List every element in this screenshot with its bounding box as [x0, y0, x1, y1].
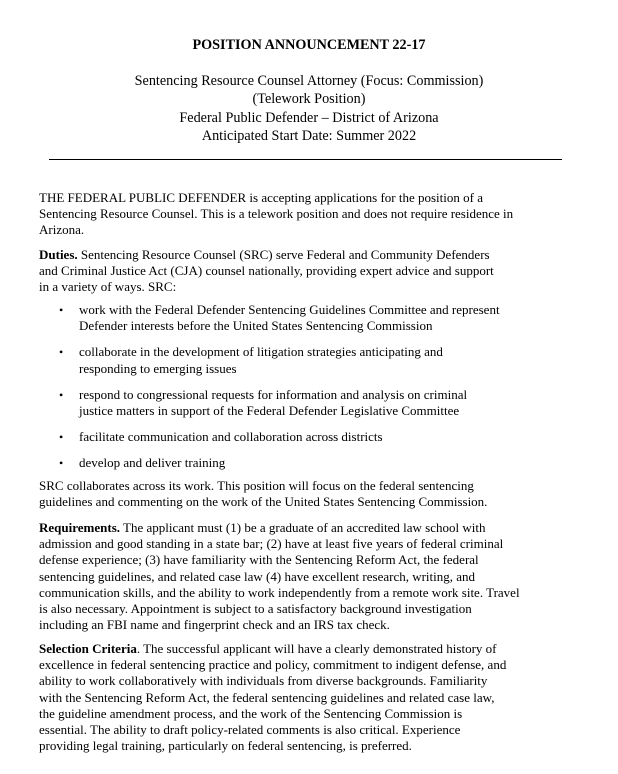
list-item [39, 302, 599, 334]
bullet-icon: • [59, 387, 64, 402]
selection-line: the guideline amendment process, and the work of the Sentencing Commission is [39, 705, 463, 721]
selection-line: ability to work collaboratively with individuals from diverse backgrounds. Familiarity [39, 673, 488, 689]
list-item-line: Defender interests before the United States Sentencing Commission [79, 318, 433, 334]
list-item-line: work with the Federal Defender Sentencing Guidelines Committee and represent [79, 302, 500, 317]
intro-paragraph [39, 190, 599, 239]
bullet-icon: • [59, 345, 64, 360]
requirements-line: including an FBI name and fingerprint check and an IRS tax check. [39, 617, 390, 633]
page-title: POSITION ANNOUNCEMENT 22-17 [192, 37, 426, 53]
position-title-line: Sentencing Resource Counsel Attorney (Focus: Commission) [134, 73, 484, 89]
list-item-line: respond to congressional requests for information and analysis on criminal [79, 386, 468, 402]
header-divider [49, 159, 562, 160]
collab-line: guidelines and commenting on the work of the United States Sentencing Commission. [39, 494, 488, 510]
list-item-line: collaborate in the development of litigation strategies anticipating and [79, 344, 443, 360]
list-item-line: facilitate communication and collaboration across districts [79, 429, 383, 445]
intro-line: THE FEDERAL PUBLIC DEFENDER is accepting applications for the position of a [39, 190, 483, 205]
duties-list [39, 302, 599, 482]
intro-line: Arizona. [39, 222, 85, 238]
selection-line: with the Sentencing Reform Act, the federal sentencing guidelines and related case law, [39, 689, 495, 705]
list-item [39, 387, 599, 419]
selection-line: providing legal training, particularly on federal sentencing, is preferred. [39, 738, 412, 754]
duties-heading: Duties. [39, 247, 78, 262]
intro-line: Sentencing Resource Counsel. This is a telework position and does not require residence in [39, 206, 514, 222]
list-item-line: responding to emerging issues [79, 360, 237, 376]
requirements-paragraph [39, 520, 599, 633]
duties-line [39, 247, 599, 263]
requirements-line: defense experience; (3) have familiarity with the Sentencing Reform Act, the federal [39, 552, 479, 568]
duties-text: Sentencing Resource Counsel (SRC) serve Federal and Community Defenders [77, 247, 490, 262]
selection-heading: Selection Criteria [39, 641, 137, 656]
position-type-line: (Telework Position) [252, 91, 366, 108]
list-item [39, 429, 599, 445]
duties-paragraph [39, 247, 599, 296]
requirements-line [39, 520, 599, 536]
duties-line: and Criminal Justice Act (CJA) counsel nationally, providing expert advice and support [39, 263, 494, 279]
requirements-line: admission and good standing in a state bar; (2) have at least five years of federal criminal [39, 536, 504, 552]
selection-text: . The successful applicant will have a clearly demonstrated history of [136, 641, 497, 656]
list-item [39, 344, 599, 376]
start-date-line: Anticipated Start Date: Summer 2022 [201, 127, 417, 144]
requirements-line: communication skills, and the ability to work independently from a remote work site. Travel [39, 584, 520, 600]
requirements-line: is also necessary. Appointment is subject to a satisfactory background investigation [39, 601, 472, 617]
bullet-icon: • [59, 303, 64, 317]
selection-line: essential. The ability to draft policy-related comments is also critical. Experience [39, 722, 461, 738]
requirements-line: sentencing guidelines, and related case law (4) have excellent research, writing, and [39, 568, 476, 584]
selection-line [39, 641, 599, 657]
selection-line: excellence in federal sentencing practice and policy, commitment to indigent defense, and [39, 657, 507, 673]
list-item-line: justice matters in support of the Federal Defender Legislative Committee [79, 403, 460, 419]
duties-line: in a variety of ways. SRC: [39, 279, 177, 295]
list-item-line: develop and deliver training [79, 455, 226, 471]
bullet-icon: • [59, 456, 64, 471]
collaboration-paragraph [39, 478, 599, 510]
office-line: Federal Public Defender – District of Arizona [179, 109, 439, 126]
requirements-text: The applicant must (1) be a graduate of an accredited law school with [120, 520, 486, 535]
requirements-heading: Requirements. [39, 520, 121, 535]
bullet-icon: • [59, 430, 64, 445]
position-header [0, 72, 618, 145]
list-item [39, 455, 599, 471]
collab-line: SRC collaborates across its work. This position will focus on the federal sentencing [39, 478, 474, 493]
selection-criteria-paragraph [39, 641, 599, 754]
